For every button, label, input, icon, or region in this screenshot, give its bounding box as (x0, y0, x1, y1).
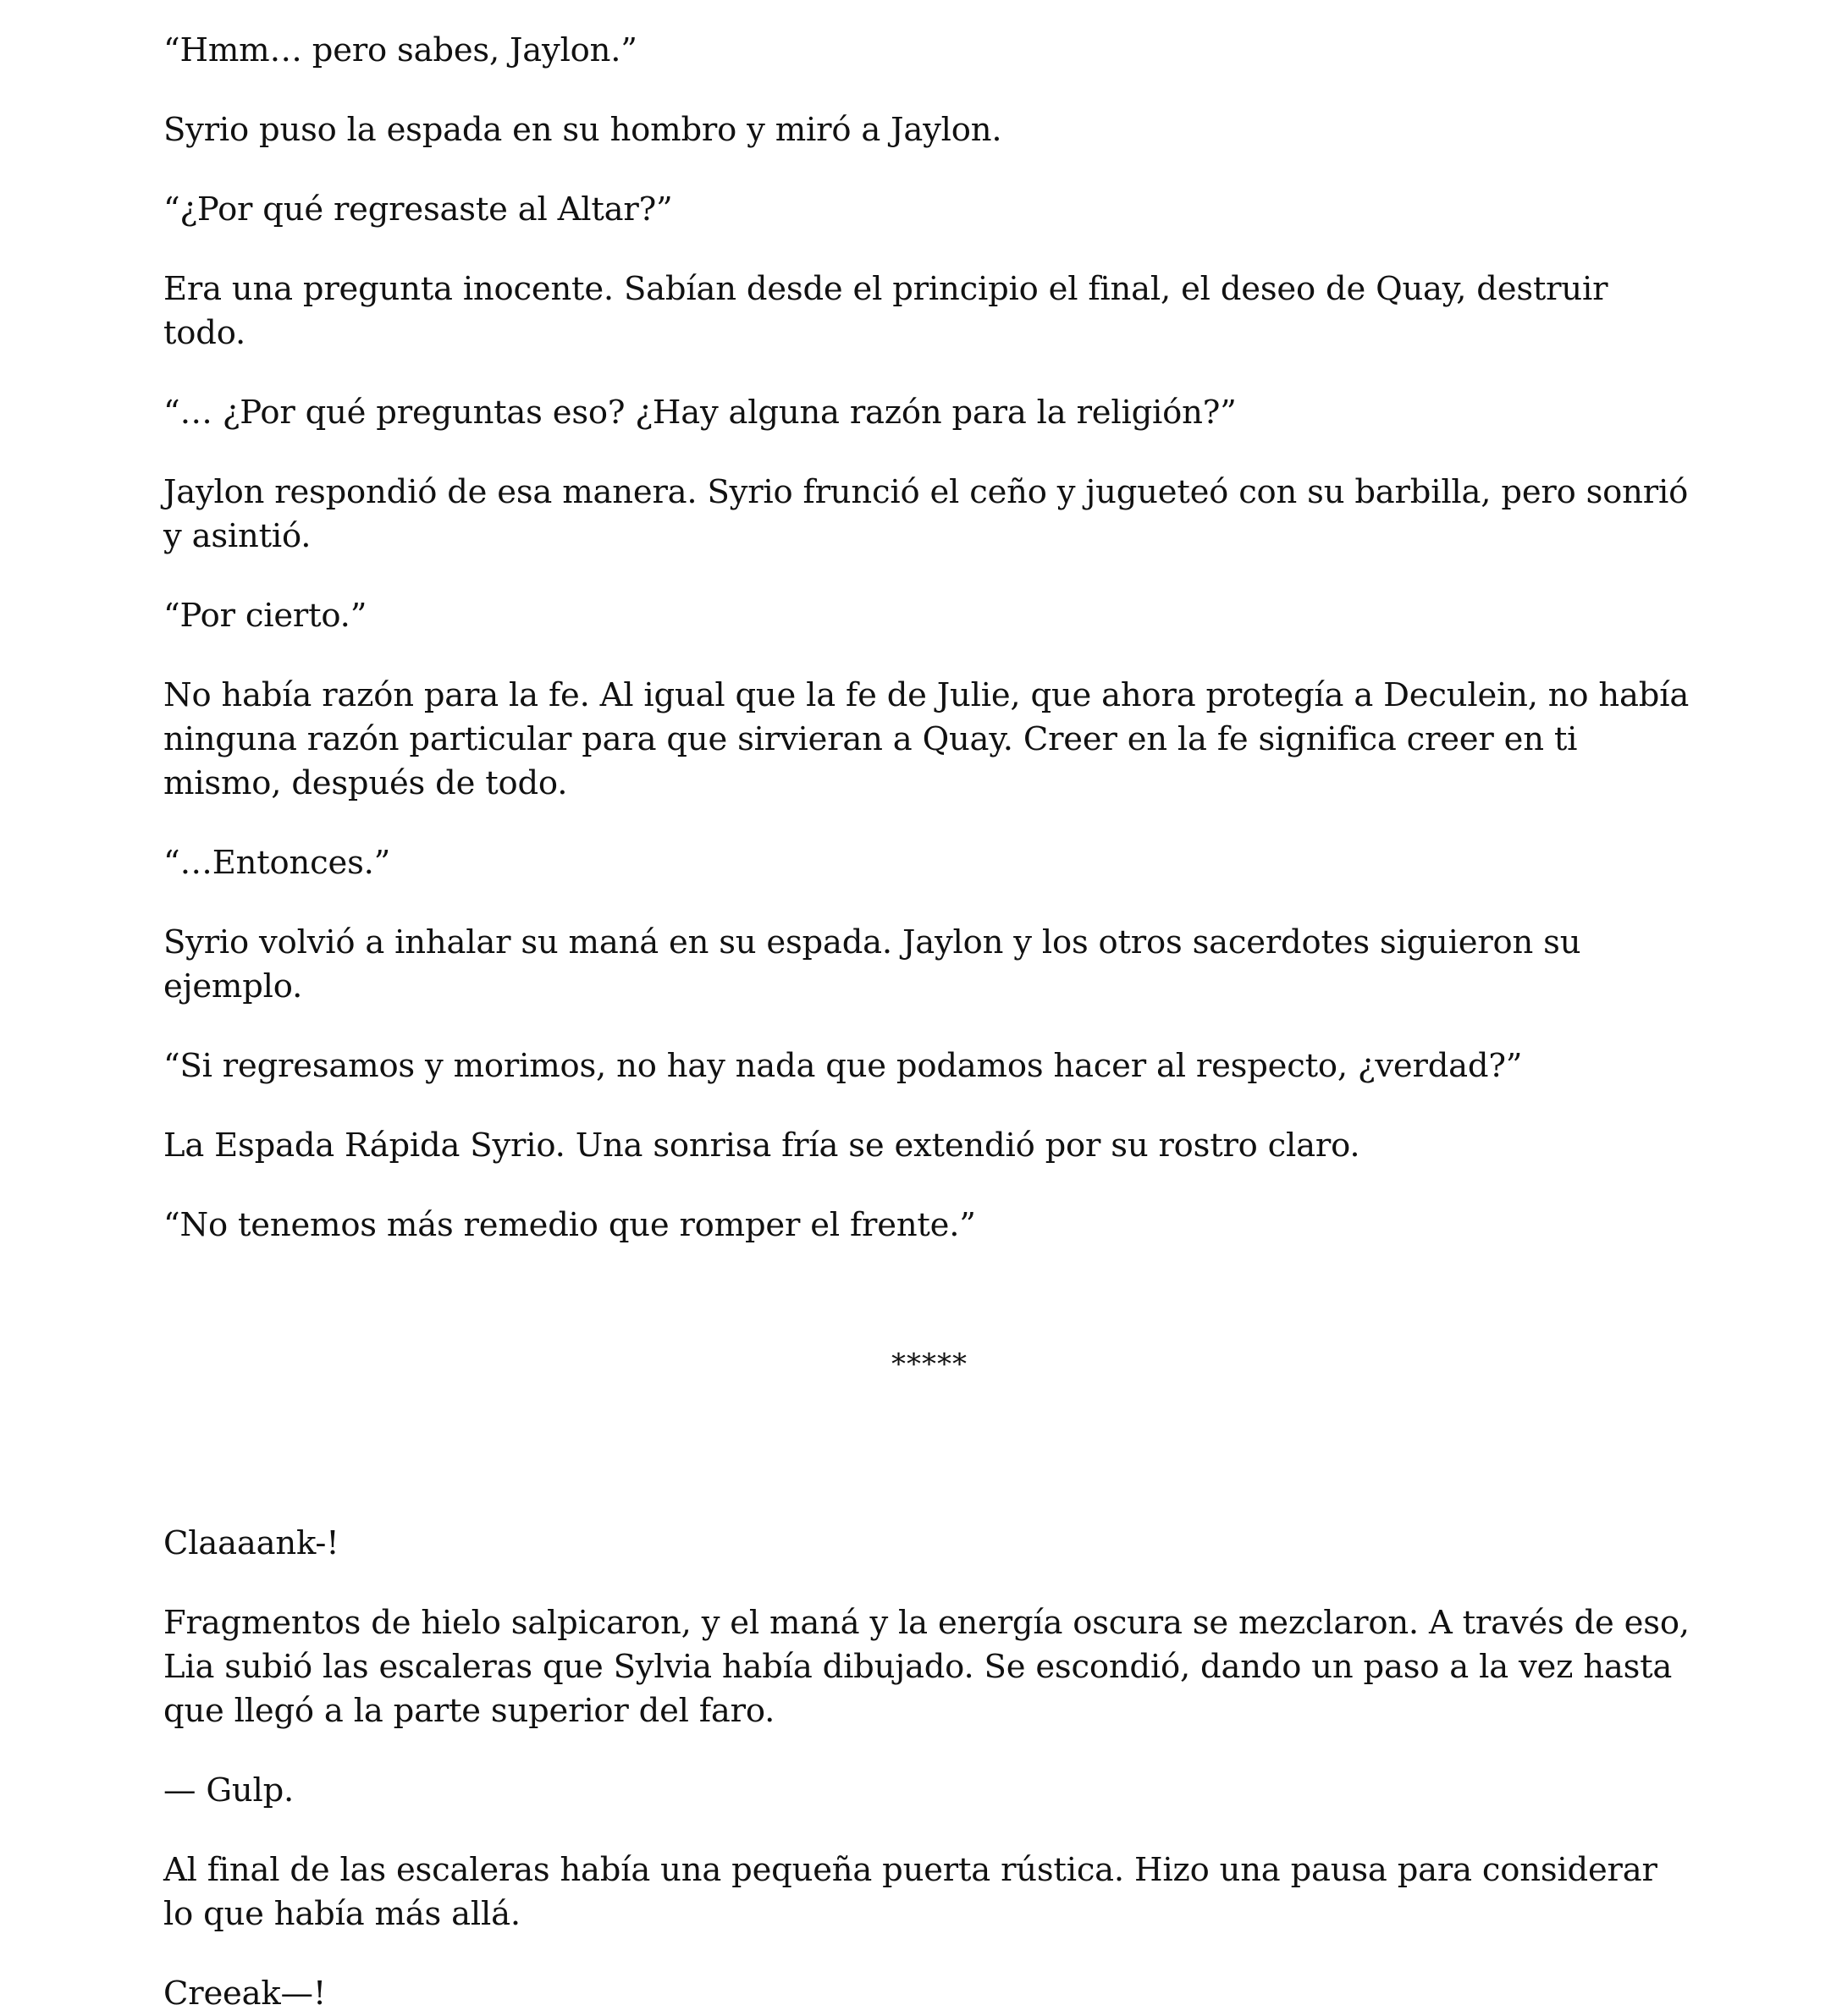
separator-spacing (163, 1386, 1707, 1522)
paragraph: “Por cierto.” (163, 597, 367, 635)
paragraph: La Espada Rápida Syrio. Una sonrisa fría se extendió por su rostro claro. (163, 1126, 1360, 1165)
paragraph: — Gulp. (163, 1771, 295, 1809)
paragraph: No había razón para la fe. Al igual que la fe de Julie, que ahora protegía a Deculein, no había ninguna razón particular para que sirvieran a Quay. Creer en la fe significa creer en ti mismo, después de todo. (163, 676, 1690, 802)
paragraph: “… ¿Por qué preguntas eso? ¿Hay alguna razón para la religión?” (163, 394, 1237, 432)
paragraph: “Si regresamos y morimos, no hay nada que podamos hacer al respecto, ¿verdad?” (163, 1047, 1523, 1085)
paragraph: Creeak—! (163, 1975, 327, 2013)
paragraph: “Hmm… pero sabes, Jaylon.” (163, 31, 637, 69)
paragraph: Fragmentos de hielo salpicaron, y el maná y la energía oscura se mezclaron. A través de eso, Lia subió las escaleras que Sylvia había dibujado. Se escondió, dando un paso a la vez hasta que llegó a la parte superior del faro. (163, 1604, 1690, 1730)
paragraph: Al final de las escaleras había una pequeña puerta rústica. Hizo una pausa para considerar lo que había más allá. (163, 1851, 1657, 1933)
text-body (163, 0, 1707, 2016)
paragraph: Syrio puso la espada en su hombro y miró a Jaylon. (163, 111, 1002, 149)
paragraph: Claaaank-! (163, 1524, 339, 1562)
paragraph: “No tenemos más remedio que romper el frente.” (163, 1206, 976, 1244)
paragraph: Syrio volvió a inhalar su maná en su espada. Jaylon y los otros sacerdotes siguieron su ejemplo. (163, 923, 1581, 1005)
paragraph: Jaylon respondió de esa manera. Syrio frunció el ceño y jugueteó con su barbilla, pero sonrió y asintió. (163, 473, 1689, 555)
paragraph: “…Entonces.” (163, 844, 391, 882)
paragraph: Era una pregunta inocente. Sabían desde el principio el final, el deseo de Quay, destruir todo. (163, 270, 1608, 352)
scene-separator: ***** (891, 1347, 968, 1381)
paragraph: “¿Por qué regresaste al Altar?” (163, 190, 673, 229)
